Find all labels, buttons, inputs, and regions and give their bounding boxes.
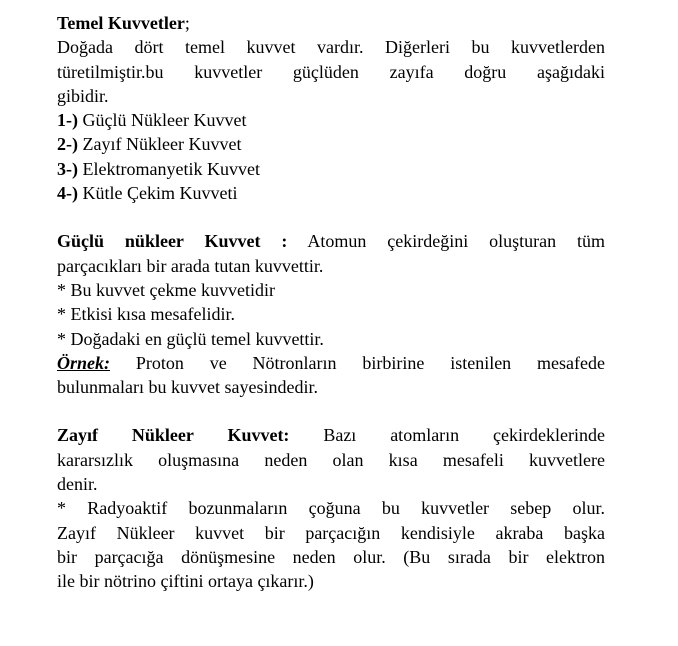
weak-force-line-1 (57, 423, 605, 447)
list-number: 2-) (57, 134, 78, 155)
intro-line-1: Doğada dört temel kuvvet vardır. Diğerleri bu kuvvetlerden (57, 37, 605, 58)
weak-force-heading: Zayıf Nükleer Kuvvet: (57, 425, 290, 446)
list-text: Elektromanyetik Kuvvet (78, 158, 260, 179)
weak-force-line-2: kararsızlık oluşmasına neden olan kısa mesafeli kuvvetlere (57, 449, 605, 470)
example-line-2: bulunmaları bu kuvvet sayesindedir. (57, 377, 318, 398)
section-title-suffix: ; (184, 13, 190, 33)
list-text: Güçlü Nükleer Kuvvet (78, 110, 247, 131)
weak-force-text: Bazı atomların çekirdeklerinde (289, 425, 605, 446)
bullet-item: * Etkisi kısa mesafelidir. (57, 304, 235, 325)
weak-para-line-4: ile bir nötrino çiftini ortaya çıkarır.) (57, 571, 314, 592)
paragraph-gap (57, 399, 605, 423)
list-item (57, 132, 605, 156)
list-item (57, 181, 605, 205)
weak-para-line-2: Zayıf Nükleer kuvvet bir parçacığın kendisiyle akraba başka (57, 522, 605, 543)
bullet-item: * Doğadaki en güçlü temel kuvvettir. (57, 328, 324, 349)
list-item (57, 108, 605, 132)
section-title: Temel Kuvvetler (57, 13, 185, 33)
strong-force-text: Atomun çekirdeğini oluşturan tüm (287, 231, 605, 252)
example-text: Proton ve Nötronların birbirine istenilen mesafede (110, 352, 605, 373)
list-text: Zayıf Nükleer Kuvvet (78, 134, 242, 155)
section-title-line (57, 11, 605, 35)
weak-force-line-3: denir. (57, 474, 98, 495)
example-line-1 (57, 351, 605, 375)
bullet-item: * Bu kuvvet çekme kuvvetidir (57, 279, 275, 300)
intro-line-3: gibidir. (57, 85, 109, 106)
weak-para-line-1: * Radyoaktif bozunmaların çoğuna bu kuvvetler sebep olur. (57, 498, 605, 519)
list-number: 1-) (57, 110, 78, 131)
list-text: Kütle Çekim Kuvveti (78, 183, 238, 204)
strong-force-line-1 (57, 229, 605, 253)
paragraph-gap (57, 205, 605, 229)
document-page (57, 11, 605, 594)
strong-force-heading: Güçlü nükleer Kuvvet : (57, 231, 288, 252)
intro-line-2: türetilmiştir.bu kuvvetler güçlüden zayıfa doğru aşağıdaki (57, 61, 605, 82)
example-label: Örnek: (57, 352, 110, 373)
list-number: 4-) (57, 183, 78, 204)
strong-force-line-2: parçacıkları bir arada tutan kuvvettir. (57, 255, 324, 276)
list-item (57, 157, 605, 181)
list-number: 3-) (57, 158, 78, 179)
weak-para-line-3: bir parçacığa dönüşmesine neden olur. (Bu sırada bir elektron (57, 546, 605, 567)
